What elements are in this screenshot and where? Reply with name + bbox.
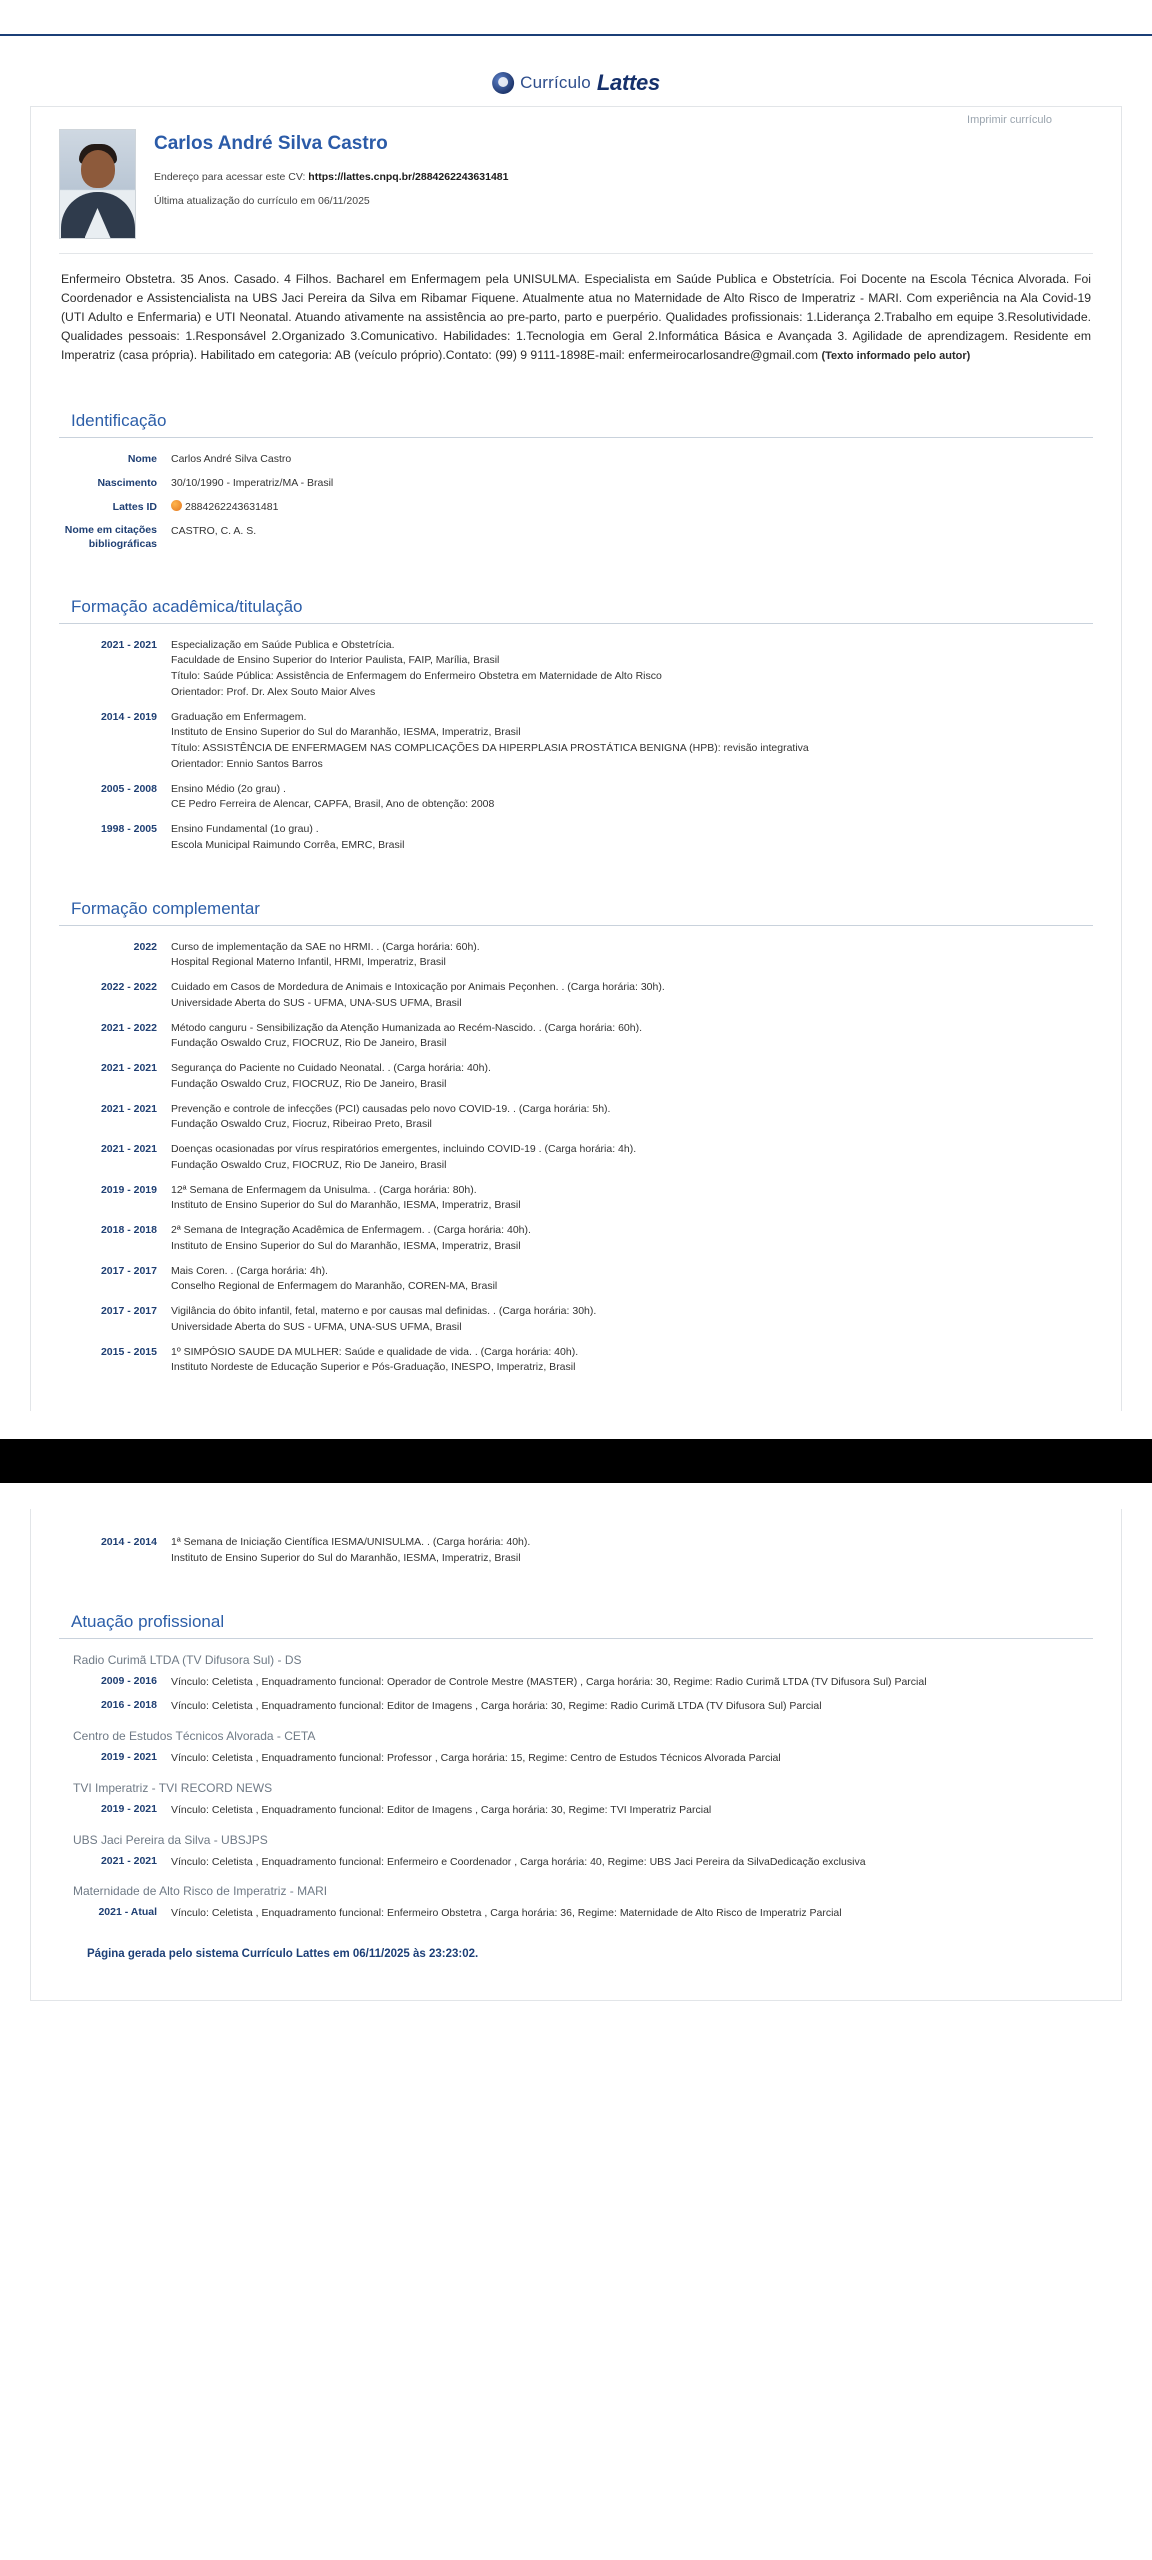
period-label: 2009 - 2016 xyxy=(100,1674,157,1687)
identification-row-nome xyxy=(59,452,1093,467)
entry-detail xyxy=(171,1345,578,1377)
entry-line: Curso de implementação da SAE no HRMI. . (Carga horária: 60h). xyxy=(171,940,480,953)
period-label: 2017 - 2017 xyxy=(100,1264,157,1277)
period-label: 2022 - 2022 xyxy=(100,981,157,994)
academic-list xyxy=(59,634,1093,871)
entry-detail xyxy=(171,980,665,1012)
lattes-logo-icon xyxy=(492,72,514,94)
entry-line: Instituto de Ensino Superior do Sul do Maranhão, IESMA, Imperatriz, Brasil xyxy=(171,1199,521,1212)
complementary-entry xyxy=(59,1142,1093,1174)
entry-detail xyxy=(171,1142,636,1174)
period-label: 2017 - 2017 xyxy=(100,1305,157,1318)
section-title-identificacao: Identificação xyxy=(59,411,1093,438)
period-label: 2005 - 2008 xyxy=(100,782,157,795)
entry-line: Método canguru - Sensibilização da Atenção Humanizada ao Recém-Nascido. . (Carga horária: 60h). xyxy=(171,1021,643,1034)
period-label: 2016 - 2018 xyxy=(100,1699,157,1712)
organization-name: Radio Curimã LTDA (TV Difusora Sul) - DS xyxy=(73,1652,302,1667)
entry-line: 1º SIMPÓSIO SAUDE DA MULHER: Saúde e qualidade de vida. . (Carga horária: 40h). xyxy=(171,1345,579,1358)
academic-entry xyxy=(59,782,1093,814)
period-label: 2019 - 2021 xyxy=(100,1751,157,1764)
period-label: 2014 - 2014 xyxy=(100,1536,157,1549)
complementary-list xyxy=(59,936,1093,1394)
section-atuacao-profissional xyxy=(59,1584,1093,1923)
period-label: 2019 - 2019 xyxy=(100,1183,157,1196)
identification-row-citacoes xyxy=(59,524,1093,551)
organization-name: TVI Imperatriz - TVI RECORD NEWS xyxy=(73,1780,273,1795)
orcid-like-icon xyxy=(171,500,182,511)
complementary-entry xyxy=(59,940,1093,972)
entry-detail xyxy=(171,1223,531,1255)
period-label: 1998 - 2005 xyxy=(100,823,157,836)
entry-detail xyxy=(171,710,809,773)
bond-detail: Vínculo: Celetista , Enquadramento funcional: Editor de Imagens , Carga horária: 30, Regime: TVI Imperatriz Parcial xyxy=(171,1803,712,1816)
resume-body: Enfermeiro Obstetra. 35 Anos. Casado. 4 Filhos. Bacharel em Enfermagem pela UNISULMA. Especialista em Saúde Publica e Obstetrícia. Foi Docente na Escola Técnica Alvorada. Foi Coordenador e Assistencialista na UBS Jaci Pereira da Silva em Ribamar Fiquene. Atualmente atua no Maternidade de Alto Risco de Imperatriz - MARI. Com experiência na Ala Covid-19 (UTI Adulto e Enfermaria) e UTI Neonatal. Atuando ativamente na assistência ao pre-parto, parto e puerpério. Qualidades profissionais: 1.Liderança 2.Trabalho em equipe 3.Resolutividade. Qualidades pessoais: 1.Responsável 2.Organizado 3.Comunicativo. Habilidades: 1.Tecnologia em Geral 2.Informática Básica e Avançada 3. Agilidade de aprendizagem. Residente em Imperatriz (casa própria). Habilitado em categoria: AB (veículo próprio).Contato: (99) 9 9111-1898E-mail: enfermeirocarlosandre@gmail.com xyxy=(61,272,1091,362)
entry-detail xyxy=(171,1535,530,1567)
entry-line: Universidade Aberta do SUS - UFMA, UNA-SUS UFMA, Brasil xyxy=(171,996,462,1009)
employment-bond xyxy=(59,1855,1093,1871)
entry-detail xyxy=(171,1264,497,1296)
employment-bond xyxy=(59,1699,1093,1715)
entry-line: Fundação Oswaldo Cruz, FIOCRUZ, Rio De Janeiro, Brasil xyxy=(171,1037,447,1050)
entry-line: Fundação Oswaldo Cruz, Fiocruz, Ribeirao Preto, Brasil xyxy=(171,1118,432,1131)
period-label: 2021 - Atual xyxy=(98,1906,157,1919)
complementary-entry xyxy=(59,980,1093,1012)
bond-detail: Vínculo: Celetista , Enquadramento funcional: Professor , Carga horária: 15, Regime: Centro de Estudos Técnicos Alvorada Parcial xyxy=(171,1752,781,1765)
entry-line: Instituto de Ensino Superior do Sul do Maranhão, IESMA, Imperatriz, Brasil xyxy=(171,1239,521,1252)
entry-line: Fundação Oswaldo Cruz, FIOCRUZ, Rio De Janeiro, Brasil xyxy=(171,1158,447,1171)
entry-line: Conselho Regional de Enfermagem do Maranhão, COREN-MA, Brasil xyxy=(171,1280,498,1293)
identification-value: 30/10/1990 - Imperatriz/MA - Brasil xyxy=(171,476,334,489)
section-title-formacao-academica: Formação acadêmica/titulação xyxy=(59,597,1093,624)
period-label: 2019 - 2021 xyxy=(100,1802,157,1815)
section-formacao-complementar xyxy=(59,871,1093,1394)
page-gap xyxy=(0,1483,1152,1509)
entry-line: Doenças ocasionadas por vírus respiratórios emergentes, incluindo COVID-19 . (Carga horária: 4h). xyxy=(171,1143,637,1156)
period-label: 2014 - 2019 xyxy=(100,710,157,723)
identification-value: 2884262243631481 xyxy=(185,501,279,514)
entry-line: CE Pedro Ferreira de Alencar, CAPFA, Brasil, Ano de obtenção: 2008 xyxy=(171,798,495,811)
entry-line: Fundação Oswaldo Cruz, FIOCRUZ, Rio De Janeiro, Brasil xyxy=(171,1077,447,1090)
entry-line: 2ª Semana de Integração Acadêmica de Enfermagem. . (Carga horária: 40h). xyxy=(171,1224,531,1237)
profile-block xyxy=(31,107,1121,245)
page-title: Carlos André Silva Castro xyxy=(154,133,388,154)
period-label: 2015 - 2015 xyxy=(100,1345,157,1358)
entry-line: Escola Municipal Raimundo Corrêa, EMRC, Brasil xyxy=(171,838,405,851)
cv-address-line xyxy=(154,171,508,183)
period-label: 2018 - 2018 xyxy=(100,1224,157,1237)
entry-detail xyxy=(171,1021,642,1053)
entry-detail xyxy=(171,1102,610,1134)
period-label: 2021 - 2021 xyxy=(100,638,157,651)
entry-line: Especialização em Saúde Publica e Obstetrícia. xyxy=(171,638,395,651)
period-label: 2021 - 2022 xyxy=(100,1021,157,1034)
complementary-entry xyxy=(59,1061,1093,1093)
cv-address-url[interactable]: https://lattes.cnpq.br/2884262243631481 xyxy=(308,171,509,183)
professional-list xyxy=(59,1653,1093,1923)
entry-line: Instituto Nordeste de Educação Superior e Pós-Graduação, INESPO, Imperatriz, Brasil xyxy=(171,1361,576,1374)
period-label: 2021 - 2021 xyxy=(100,1854,157,1867)
entry-line: Universidade Aberta do SUS - UFMA, UNA-SUS UFMA, Brasil xyxy=(171,1320,462,1333)
period-label: 2021 - 2021 xyxy=(100,1143,157,1156)
entry-detail xyxy=(171,638,662,701)
entry-line: Título: ASSISTÊNCIA DE ENFERMAGEM NAS COMPLICAÇÕES DA HIPERPLASIA PROSTÁTICA BENIGNA (HPB): revisão integrativa xyxy=(171,742,809,755)
period-label: 2022 xyxy=(133,940,157,953)
identification-key: Nome xyxy=(127,452,157,465)
bond-detail: Vínculo: Celetista , Enquadramento funcional: Enfermeiro Obstetra , Carga horária: 36, Regime: Maternidade de Alto Risco de Imperatriz Parcial xyxy=(171,1907,842,1920)
period-label: 2021 - 2021 xyxy=(100,1062,157,1075)
complementary-entry xyxy=(59,1183,1093,1215)
entry-line: 1ª Semana de Iniciação Científica IESMA/UNISULMA. . (Carga horária: 40h). xyxy=(171,1536,531,1549)
complementary-entry xyxy=(59,1102,1093,1134)
complementary-continued-list xyxy=(59,1531,1093,1584)
complementary-entry xyxy=(59,1345,1093,1377)
section-formacao-academica xyxy=(59,569,1093,871)
employment-bond xyxy=(59,1751,1093,1767)
entry-line: Instituto de Ensino Superior do Sul do Maranhão, IESMA, Imperatriz, Brasil xyxy=(171,1551,521,1564)
page-break-band xyxy=(0,1439,1152,1483)
print-cv-link[interactable]: Imprimir currículo xyxy=(967,114,1052,126)
identification-key: Nascimento xyxy=(97,476,157,489)
employment-bond xyxy=(59,1906,1093,1922)
entry-detail xyxy=(171,782,494,814)
bond-detail: Vínculo: Celetista , Enquadramento funcional: Enfermeiro e Coordenador , Carga horária: 40, Regime: UBS Jaci Pereira da SilvaDedicação exclusiva xyxy=(171,1855,866,1868)
cv-card xyxy=(30,106,1122,1411)
entry-line: Orientador: Prof. Dr. Alex Souto Maior Alves xyxy=(171,685,376,698)
entry-detail xyxy=(171,1304,596,1336)
complementary-entry xyxy=(59,1223,1093,1255)
bond-detail: Vínculo: Celetista , Enquadramento funcional: Editor de Imagens , Carga horária: 30, Regime: Radio Curimã LTDA (TV Difusora Sul) Parcial xyxy=(171,1700,822,1713)
complementary-entry xyxy=(59,1304,1093,1336)
section-title-formacao-complementar: Formação complementar xyxy=(59,899,1093,926)
cv-address-label: Endereço para acessar este CV: xyxy=(154,171,306,183)
entry-detail xyxy=(171,1183,521,1215)
brand-main: Lattes xyxy=(596,70,660,95)
entry-detail xyxy=(171,1061,491,1093)
cv-card-continued xyxy=(30,1509,1122,2001)
identification-row-nascimento xyxy=(59,476,1093,491)
last-update-line: Última atualização do currículo em 06/11/2025 xyxy=(154,195,370,207)
employment-bond xyxy=(59,1803,1093,1819)
complementary-entry xyxy=(59,1021,1093,1053)
entry-detail xyxy=(171,822,404,854)
brand-prefix: Currículo xyxy=(520,73,591,92)
identification-row-lattes-id xyxy=(59,500,1093,515)
complementary-entry xyxy=(59,1535,1093,1567)
identification-value: CASTRO, C. A. S. xyxy=(171,525,257,538)
organization-name: Centro de Estudos Técnicos Alvorada - CETA xyxy=(73,1729,316,1744)
academic-entry xyxy=(59,710,1093,773)
entry-line: Título: Saúde Pública: Assistência de Enfermagem do Enfermeiro Obstetra em Maternidade de Alto Risco xyxy=(171,670,662,683)
entry-line: Instituto de Ensino Superior do Sul do Maranhão, IESMA, Imperatriz, Brasil xyxy=(171,726,521,739)
entry-detail xyxy=(171,940,480,972)
entry-line: 12ª Semana de Enfermagem da Unisulma. . (Carga horária: 80h). xyxy=(171,1183,477,1196)
lattes-brand xyxy=(492,70,660,96)
section-formacao-complementar-cont xyxy=(59,1517,1093,1584)
resume-author-note: (Texto informado pelo autor) xyxy=(821,349,971,362)
complementary-entry xyxy=(59,1264,1093,1296)
entry-line: Mais Coren. . (Carga horária: 4h). xyxy=(171,1264,328,1277)
employment-bond xyxy=(59,1675,1093,1691)
identification-key: Nome em citações bibliográficas xyxy=(64,524,157,550)
section-identificacao xyxy=(59,383,1093,569)
entry-line: Prevenção e controle de infecções (PCI) causadas pelo novo COVID-19. . (Carga horária: 5h). xyxy=(171,1102,611,1115)
entry-line: Ensino Fundamental (1o grau) . xyxy=(171,823,319,836)
entry-line: Segurança do Paciente no Cuidado Neonatal. . (Carga horária: 40h). xyxy=(171,1062,491,1075)
lattes-cv-page xyxy=(0,34,1152,2001)
academic-entry xyxy=(59,822,1093,854)
entry-line: Orientador: Ennio Santos Barros xyxy=(171,757,323,770)
bond-detail: Vínculo: Celetista , Enquadramento funcional: Operador de Controle Mestre (MASTER) , Carga horária: 30, Regime: Radio Curimã LTDA (TV Difusora Sul) Parcial xyxy=(171,1675,927,1688)
generated-footer: Página gerada pelo sistema Currículo Lattes em 06/11/2025 às 23:23:02. xyxy=(87,1948,479,1961)
organization-name: Maternidade de Alto Risco de Imperatriz - MARI xyxy=(73,1884,328,1899)
period-label: 2021 - 2021 xyxy=(100,1102,157,1115)
entry-line: Graduação em Enfermagem. xyxy=(171,710,307,723)
entry-line: Ensino Médio (2o grau) . xyxy=(171,782,286,795)
resume-text xyxy=(59,253,1093,383)
academic-entry xyxy=(59,638,1093,701)
entry-line: Faculdade de Ensino Superior do Interior Paulista, FAIP, Marília, Brasil xyxy=(171,654,500,667)
entry-line: Vigilância do óbito infantil, fetal, materno e por causas mal definidas. . (Carga horária: 30h). xyxy=(171,1305,597,1318)
entry-line: Hospital Regional Materno Infantil, HRMI, Imperatriz, Brasil xyxy=(171,956,446,969)
avatar xyxy=(59,129,136,239)
section-title-atuacao-profissional: Atuação profissional xyxy=(59,1612,1093,1639)
entry-line: Cuidado em Casos de Mordedura de Animais e Intoxicação por Animais Peçonhen. . (Carga horária: 30h). xyxy=(171,981,665,994)
organization-name: UBS Jaci Pereira da Silva - UBSJPS xyxy=(73,1832,268,1847)
site-header xyxy=(0,34,1152,126)
identification-value: Carlos André Silva Castro xyxy=(171,452,292,465)
identification-key: Lattes ID xyxy=(112,501,157,514)
header-divider xyxy=(0,34,1152,36)
